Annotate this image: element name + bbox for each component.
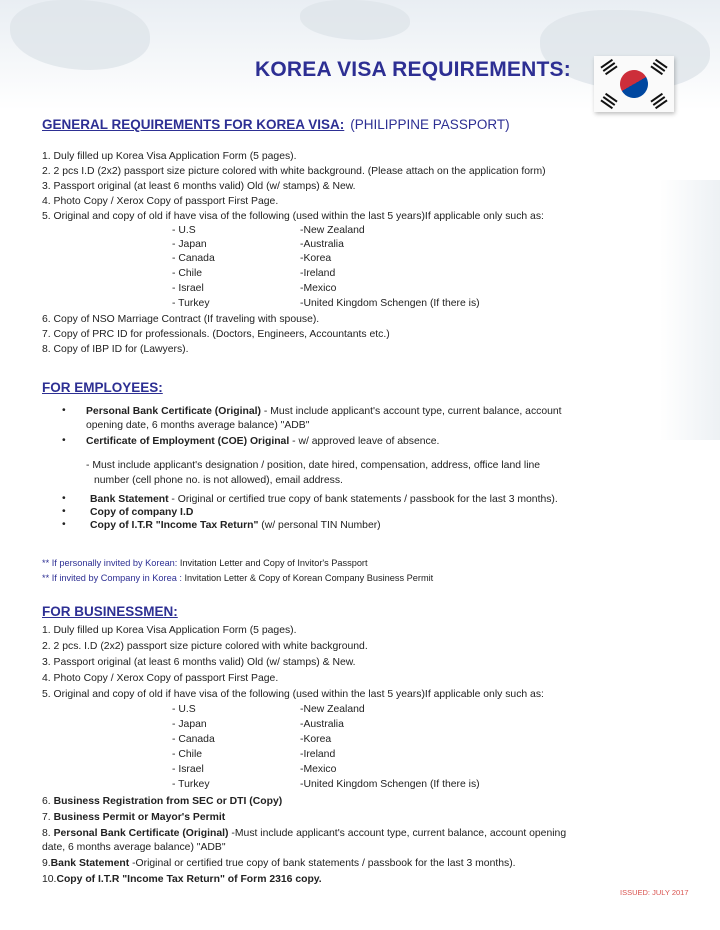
country-right: -Mexico bbox=[300, 764, 337, 775]
general-item: 6. Copy of NSO Marriage Contract (If traveling with spouse). bbox=[42, 314, 320, 325]
business-item-registration: 6. Business Registration from SEC or DTI (Copy) bbox=[42, 796, 283, 807]
business-item-bank-certificate-cont: date, 6 months average balance) "ADB" bbox=[42, 842, 226, 853]
country-left: - Canada bbox=[172, 253, 215, 264]
employee-item-company-id: Copy of company I.D bbox=[90, 507, 194, 518]
business-item: 3. Passport original (at least 6 months valid) Old (w/ stamps) & New. bbox=[42, 657, 356, 668]
country-right: -Ireland bbox=[300, 749, 336, 760]
general-heading bbox=[42, 117, 510, 132]
coe-note-cont: number (cell phone no. is not allowed), email address. bbox=[94, 475, 343, 486]
business-item: 5. Original and copy of old if have visa of the following (used within the last 5 years)If applicable only such as: bbox=[42, 689, 544, 700]
country-left: - Japan bbox=[172, 239, 207, 250]
country-right: -United Kingdom Schengen (If there is) bbox=[300, 298, 480, 309]
employee-item-bank-certificate-cont: opening date, 6 months average balance) "ADB" bbox=[86, 420, 310, 431]
country-left: - Chile bbox=[172, 268, 203, 279]
general-item: 4. Photo Copy / Xerox Copy of passport First Page. bbox=[42, 196, 279, 207]
business-item: 1. Duly filled up Korea Visa Application Form (5 pages). bbox=[42, 625, 297, 636]
country-left: - Israel bbox=[172, 764, 204, 775]
country-right: -Australia bbox=[300, 239, 344, 250]
employee-item-bank-statement: Bank Statement - Original or certified true copy of bank statements / passbook for the last 3 months). bbox=[90, 494, 558, 505]
country-left: - Japan bbox=[172, 719, 207, 730]
country-left: - U.S bbox=[172, 704, 196, 715]
general-item: 2. 2 pcs I.D (2x2) passport size picture colored with white background. (Please attach on the application form) bbox=[42, 166, 546, 177]
country-left: - U.S bbox=[172, 225, 196, 236]
country-left: - Canada bbox=[172, 734, 215, 745]
general-item: 7. Copy of PRC ID for professionals. (Doctors, Engineers, Accountants etc.) bbox=[42, 329, 390, 340]
country-left: - Chile bbox=[172, 749, 203, 760]
business-item-permit: 7. Business Permit or Mayor's Permit bbox=[42, 812, 226, 823]
country-right: -New Zealand bbox=[300, 225, 365, 236]
korea-flag-icon bbox=[594, 56, 674, 112]
employee-item-bank-certificate: Personal Bank Certificate (Original) - Must include applicant's account type, current balance, account bbox=[86, 406, 562, 417]
employees-heading: FOR EMPLOYEES: bbox=[42, 380, 163, 395]
employee-item-itr: Copy of I.T.R "Income Tax Return" (w/ personal TIN Number) bbox=[90, 520, 381, 531]
page-title: KOREA VISA REQUIREMENTS: bbox=[255, 58, 571, 81]
country-right: -Ireland bbox=[300, 268, 336, 279]
bullet-icon: • bbox=[62, 493, 66, 504]
country-right: -Mexico bbox=[300, 283, 337, 294]
bullet-icon: • bbox=[62, 405, 66, 416]
employee-item-coe: Certificate of Employment (COE) Original - w/ approved leave of absence. bbox=[86, 436, 440, 447]
country-left: - Israel bbox=[172, 283, 204, 294]
country-left: - Turkey bbox=[172, 298, 210, 309]
country-right: -Korea bbox=[300, 253, 332, 264]
country-right: -New Zealand bbox=[300, 704, 365, 715]
country-left: - Turkey bbox=[172, 779, 210, 790]
issued-date: ISSUED: JULY 2017 bbox=[620, 888, 689, 897]
business-item-bank-certificate: 8. Personal Bank Certificate (Original) -Must include applicant's account type, current balance, account opening bbox=[42, 828, 567, 839]
business-item-bank-statement: 9.Bank Statement -Original or certified true copy of bank statements / passbook for the last 3 months). bbox=[42, 858, 516, 869]
invitation-note: ** If invited by Company in Korea : Invitation Letter & Copy of Korean Company Business Permit bbox=[42, 573, 434, 583]
businessmen-heading: FOR BUSINESSMEN: bbox=[42, 604, 178, 619]
general-item: 1. Duly filled up Korea Visa Application Form (5 pages). bbox=[42, 151, 297, 162]
business-item: 4. Photo Copy / Xerox Copy of passport First Page. bbox=[42, 673, 279, 684]
country-right: -United Kingdom Schengen (If there is) bbox=[300, 779, 480, 790]
general-item: 5. Original and copy of old if have visa of the following (used within the last 5 years)If applicable only such as: bbox=[42, 211, 544, 222]
coe-note: - Must include applicant's designation / position, date hired, compensation, address, office land line bbox=[86, 460, 541, 471]
country-right: -Australia bbox=[300, 719, 344, 730]
country-right: -Korea bbox=[300, 734, 332, 745]
business-item: 2. 2 pcs. I.D (2x2) passport size picture colored with white background. bbox=[42, 641, 368, 652]
general-item: 8. Copy of IBP ID for (Lawyers). bbox=[42, 344, 189, 355]
bullet-icon: • bbox=[62, 519, 66, 530]
map-decoration bbox=[660, 180, 720, 440]
general-item: 3. Passport original (at least 6 months valid) Old (w/ stamps) & New. bbox=[42, 181, 356, 192]
bullet-icon: • bbox=[62, 435, 66, 446]
general-heading-text: GENERAL REQUIREMENTS FOR KOREA VISA: bbox=[42, 117, 345, 132]
general-subheading: (PHILIPPINE PASSPORT) bbox=[350, 117, 510, 132]
bullet-icon: • bbox=[62, 506, 66, 517]
business-item-itr: 10.Copy of I.T.R "Income Tax Return" of Form 2316 copy. bbox=[42, 874, 322, 885]
invitation-note: ** If personally invited by Korean: Invitation Letter and Copy of Invitor's Passport bbox=[42, 558, 368, 568]
